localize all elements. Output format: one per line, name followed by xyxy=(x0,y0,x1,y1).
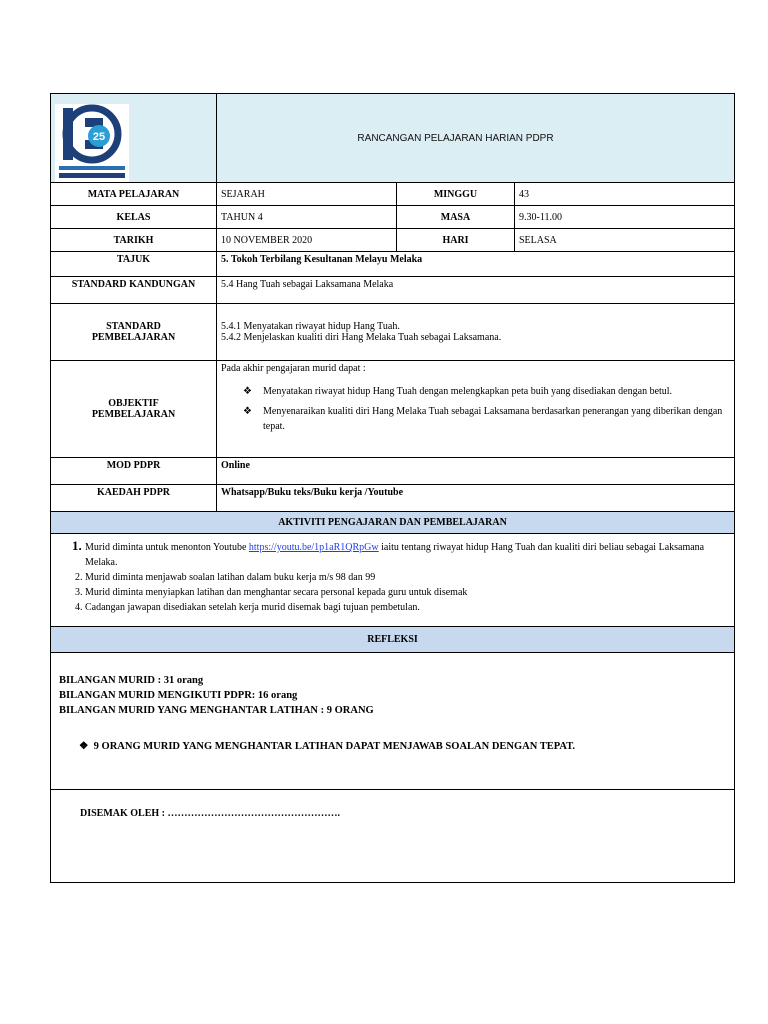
disemak-row xyxy=(51,790,735,883)
aktiviti-heading: AKTIVITI PENGAJARAN DAN PEMBELAJARAN xyxy=(51,512,735,534)
label-hari: HARI xyxy=(397,229,515,252)
refleksi-heading: REFLEKSI xyxy=(51,627,735,653)
aktiviti-item-1-text: Murid diminta untuk menonton Youtube xyxy=(85,542,249,553)
row-mata-pelajaran xyxy=(51,183,735,206)
value-hari: SELASA xyxy=(515,229,735,252)
label-minggu: MINGGU xyxy=(397,183,515,206)
value-mata-pelajaran: SEJARAH xyxy=(217,183,397,206)
aktiviti-cell xyxy=(51,534,735,627)
refleksi-bullet-text: 9 ORANG MURID YANG MENGHANTAR LATIHAN DAPAT MENJAWAB SOALAN DENGAN TEPAT. xyxy=(93,741,576,752)
refleksi-row xyxy=(51,653,735,790)
objektif-text-1: Menyatakan riwayat hidup Hang Tuah dengan melengkapkan peta buih yang disediakan dengan betul. xyxy=(263,386,673,397)
refleksi-line-2: BILANGAN MURID MENGIKUTI PDPR: 16 orang xyxy=(59,690,298,701)
label-tarikh: TARIKH xyxy=(51,229,217,252)
aktiviti-row xyxy=(51,534,735,627)
sp-item-2: 5.4.2 Menjelaskan kualiti diri Hang Melaka Tuah sebagai Laksamana. xyxy=(221,332,502,343)
logo-cell xyxy=(51,94,217,183)
label-mata-pelajaran: MATA PELAJARAN xyxy=(51,183,217,206)
value-mod-pdpr: Online xyxy=(217,458,735,485)
logo-text: 25 xyxy=(92,131,106,143)
aktiviti-item-1 xyxy=(85,538,730,570)
row-kaedah-pdpr xyxy=(51,485,735,512)
row-standard-pembelajaran xyxy=(51,304,735,361)
label-obj-line2: PEMBELAJARAN xyxy=(91,409,176,420)
refleksi-line-1: BILANGAN MURID : 31 orang xyxy=(59,675,204,686)
page-title: RANCANGAN PELAJARAN HARIAN PDPR xyxy=(217,94,735,183)
aktiviti-heading-row xyxy=(51,512,735,534)
lesson-plan-table xyxy=(50,93,735,883)
row-objektif xyxy=(51,361,735,458)
objektif-intro: Pada akhir pengajaran murid dapat : xyxy=(221,363,366,374)
aktiviti-item-1-rest: iaitu tentang riwayat hidup Hang Tuah dan kualiti diri beliau sebagai Laksamana Melaka. xyxy=(85,542,705,568)
label-masa: MASA xyxy=(397,206,515,229)
row-tajuk xyxy=(51,252,735,277)
value-kelas: TAHUN 4 xyxy=(217,206,397,229)
value-kaedah-pdpr: Whatsapp/Buku teks/Buku kerja /Youtube xyxy=(217,485,735,512)
label-tajuk: TAJUK xyxy=(51,252,217,277)
objektif-item xyxy=(243,404,730,434)
refleksi-cell xyxy=(51,653,735,790)
refleksi-heading-row xyxy=(51,627,735,653)
header-row xyxy=(51,94,735,183)
label-kelas: KELAS xyxy=(51,206,217,229)
diamond-bullet-icon: ❖ xyxy=(243,406,252,417)
label-sp-line1: STANDARD xyxy=(106,321,161,332)
sp-item-1: 5.4.1 Menyatakan riwayat hidup Hang Tuah. xyxy=(221,321,400,332)
value-tarikh: 10 NOVEMBER 2020 xyxy=(217,229,397,252)
value-tajuk: 5. Tokoh Terbilang Kesultanan Melayu Melaka xyxy=(217,252,735,277)
diamond-bullet-icon: ❖ xyxy=(79,741,89,752)
label-kaedah-pdpr: KAEDAH PDPR xyxy=(51,485,217,512)
objektif-text-2: Menyenaraikan kualiti diri Hang Melaka Tuah sebagai Laksamana berdasarkan penerangan yang diberikan dengan tepat. xyxy=(263,406,723,432)
value-objektif xyxy=(217,361,735,458)
objektif-item xyxy=(243,384,730,399)
value-minggu: 43 xyxy=(515,183,735,206)
value-masa: 9.30-11.00 xyxy=(515,206,735,229)
label-mod-pdpr: MOD PDPR xyxy=(51,458,217,485)
diamond-outline-icon: ❖ xyxy=(243,386,252,397)
row-mod-pdpr xyxy=(51,458,735,485)
youtube-link[interactable]: https://youtu.be/1p1aR1QRpGw xyxy=(248,542,379,553)
school-logo-icon xyxy=(55,104,129,182)
refleksi-line-3: BILANGAN MURID YANG MENGHANTAR LATIHAN : 9 ORANG xyxy=(59,705,374,716)
label-sp-line2: PEMBELAJARAN xyxy=(91,332,176,343)
aktiviti-item-3: 3. Murid diminta menyiapkan latihan dan menghantar secara personal kepada guru untuk disemak xyxy=(85,585,730,600)
label-obj-line1: OBJEKTIF xyxy=(108,398,159,409)
objektif-list xyxy=(221,384,730,434)
label-objektif xyxy=(51,361,217,458)
value-standard-pembelajaran xyxy=(217,304,735,361)
label-standard-kandungan: STANDARD KANDUNGAN xyxy=(51,277,217,304)
row-kelas xyxy=(51,206,735,229)
refleksi-bullet xyxy=(79,740,726,752)
label-standard-pembelajaran xyxy=(51,304,217,361)
aktiviti-item-2: 2. Murid diminta menjawab soalan latihan dalam buku kerja m/s 98 dan 99 xyxy=(85,570,730,585)
aktiviti-list xyxy=(55,538,730,615)
value-standard-kandungan: 5.4 Hang Tuah sebagai Laksamana Melaka xyxy=(217,277,735,304)
row-tarikh xyxy=(51,229,735,252)
row-standard-kandungan xyxy=(51,277,735,304)
aktiviti-item-4: 4. Cadangan jawapan disediakan setelah kerja murid disemak bagi tujuan pembetulan. xyxy=(85,600,730,615)
disemak-signature-line: DISEMAK OLEH : ……………………………………………. xyxy=(51,790,735,883)
